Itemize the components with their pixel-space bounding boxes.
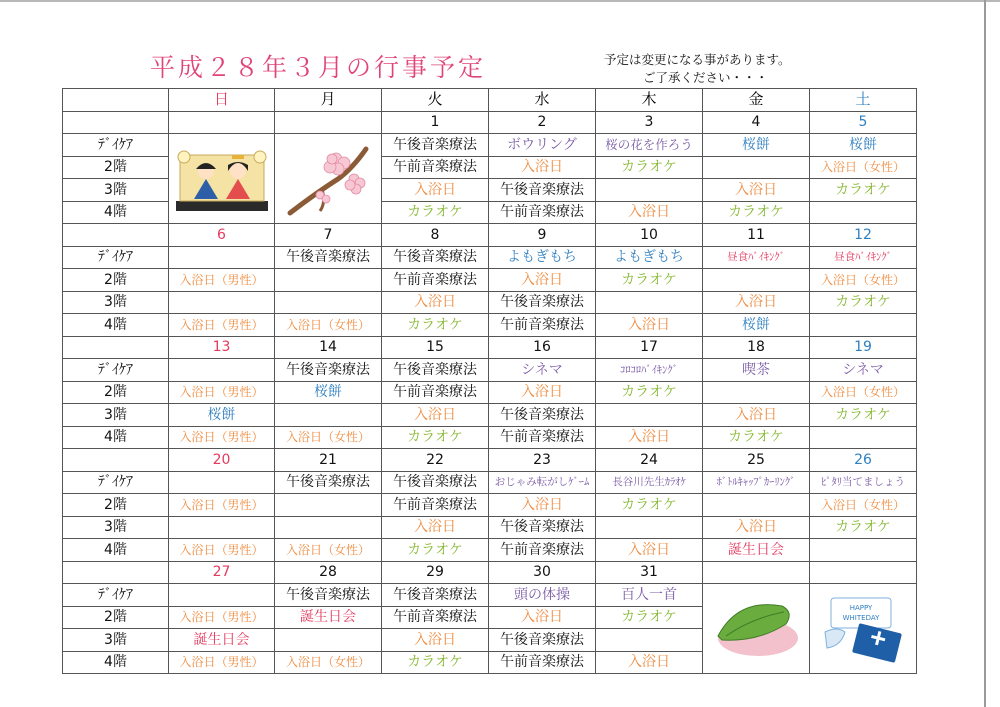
event-cell: 午前音楽療法 [489,314,596,337]
date-row [63,561,917,584]
event-cell: 入浴日（男性） [169,651,275,674]
date-cell: 29 [382,561,489,584]
event-cell: 桜餅 [169,404,275,427]
date-cell: 24 [596,449,703,472]
illustration [703,585,809,673]
event-row [63,471,917,494]
event-cell: 桜餅 [703,134,810,157]
weekday-thu: 木 [596,89,703,112]
floor-label: 2階 [63,381,169,404]
event-cell: 入浴日（女性） [275,651,382,674]
weekday-sat: 土 [810,89,917,112]
weekday-header-row [63,89,917,112]
event-row [63,494,917,517]
event-cell: 桜の花を作ろう [596,134,703,157]
event-cell: 昼食ﾊﾞｲｷﾝｸﾞ [810,246,917,269]
date-row-corner-cell [63,224,169,247]
event-row [63,291,917,314]
event-cell: 午後音楽療法 [489,179,596,202]
floor-label: ﾃﾞｲｹｱ [63,359,169,382]
event-cell: 入浴日（女性） [810,269,917,292]
event-cell: カラオケ [596,381,703,404]
event-cell: 喫茶 [703,359,810,382]
date-row-corner-cell [63,111,169,134]
event-cell: 入浴日 [703,516,810,539]
event-cell: 入浴日 [382,404,489,427]
event-cell: 長谷川先生ｶﾗｵｹ [596,471,703,494]
event-cell: 桜餅 [810,134,917,157]
date-cell: 19 [810,336,917,359]
event-cell: 午後音楽療法 [275,584,382,607]
floor-label: 3階 [63,291,169,314]
event-row [63,584,917,607]
date-cell: 23 [489,449,596,472]
floor-label: 3階 [63,404,169,427]
event-row [63,134,917,157]
event-cell: 入浴日 [489,381,596,404]
date-cell: 16 [489,336,596,359]
event-cell: 入浴日 [489,606,596,629]
event-cell: 午後音楽療法 [382,471,489,494]
floor-label: 3階 [63,516,169,539]
weekday-mon: 月 [275,89,382,112]
floor-label: 2階 [63,269,169,292]
date-cell: 17 [596,336,703,359]
event-cell [169,471,275,494]
event-cell: カラオケ [810,179,917,202]
floor-label: 4階 [63,651,169,674]
event-cell: 午後音楽療法 [489,404,596,427]
header-corner-cell [63,89,169,112]
event-cell [275,516,382,539]
date-cell [275,111,382,134]
event-cell: 午後音楽療法 [275,246,382,269]
floor-label: ﾃﾞｲｹｱ [63,584,169,607]
date-cell: 26 [810,449,917,472]
date-cell: 12 [810,224,917,247]
event-cell: シネマ [489,359,596,382]
floor-label: 4階 [63,314,169,337]
event-cell: 入浴日 [382,516,489,539]
event-cell: カラオケ [596,494,703,517]
event-cell: 午後音楽療法 [489,629,596,652]
event-cell: 入浴日 [489,494,596,517]
event-cell: 午前音楽療法 [489,426,596,449]
event-row [63,539,917,562]
event-cell [703,381,810,404]
event-cell [275,269,382,292]
event-row [63,381,917,404]
scan-edge-right [984,0,986,707]
event-cell [703,494,810,517]
event-cell [169,516,275,539]
page-title: 平成２８年３月の行事予定 [150,53,487,82]
event-cell: 頭の体操 [489,584,596,607]
event-cell [596,404,703,427]
event-cell: カラオケ [382,426,489,449]
date-cell [703,561,810,584]
weekday-fri: 金 [703,89,810,112]
date-row [63,336,917,359]
event-cell: ﾎﾞﾄﾙｷｬｯﾌﾟｶｰﾘﾝｸﾞ [703,471,810,494]
date-cell: 5 [810,111,917,134]
event-cell: シネマ [810,359,917,382]
event-row [63,359,917,382]
event-cell: 入浴日（男性） [169,494,275,517]
floor-label: 3階 [63,629,169,652]
event-cell: 午後音楽療法 [489,516,596,539]
event-cell: 桜餅 [275,381,382,404]
event-cell: 入浴日 [596,651,703,674]
date-cell: 7 [275,224,382,247]
date-cell: 9 [489,224,596,247]
event-cell: カラオケ [703,201,810,224]
event-cell [169,359,275,382]
event-cell: 入浴日 [703,291,810,314]
event-cell: おじゃみ転がしｹﾞｰﾑ [489,471,596,494]
event-cell: カラオケ [703,426,810,449]
event-cell: よもぎもち [596,246,703,269]
event-row [63,426,917,449]
weekday-sun: 日 [169,89,275,112]
date-cell: 21 [275,449,382,472]
event-cell: 入浴日（男性） [169,539,275,562]
event-cell: 午前音楽療法 [489,201,596,224]
event-cell: 入浴日 [489,269,596,292]
illustration [275,135,381,223]
date-row-corner-cell [63,561,169,584]
scan-edge-top [0,0,1000,2]
floor-label: ﾃﾞｲｹｱ [63,134,169,157]
date-cell: 6 [169,224,275,247]
event-cell: 入浴日 [489,156,596,179]
event-cell [810,201,917,224]
event-cell [169,246,275,269]
floor-label: 2階 [63,494,169,517]
event-row [63,269,917,292]
floor-label: 4階 [63,201,169,224]
event-cell: カラオケ [596,156,703,179]
date-cell: 3 [596,111,703,134]
event-cell [703,269,810,292]
event-cell [169,584,275,607]
event-cell: ﾋﾟﾀﾘ当てましょう [810,471,917,494]
event-cell: 午後音楽療法 [275,359,382,382]
floor-label: 4階 [63,426,169,449]
event-cell: カラオケ [596,606,703,629]
card-text-1: HAPPY [849,603,873,612]
floor-label: ﾃﾞｲｹｱ [63,471,169,494]
date-row-corner-cell [63,336,169,359]
date-cell: 10 [596,224,703,247]
event-cell: 入浴日 [596,314,703,337]
date-cell [169,111,275,134]
illustration-cell [810,584,917,674]
date-row [63,449,917,472]
event-cell: カラオケ [382,201,489,224]
event-cell: 入浴日（女性） [810,494,917,517]
event-cell: 百人一首 [596,584,703,607]
date-cell: 28 [275,561,382,584]
event-row [63,314,917,337]
date-cell: 22 [382,449,489,472]
event-cell: ｺﾛｺﾛﾊﾞｲｷﾝｸﾞ [596,359,703,382]
event-cell: 入浴日 [596,426,703,449]
date-cell: 30 [489,561,596,584]
date-row [63,111,917,134]
date-cell: 25 [703,449,810,472]
event-cell [275,404,382,427]
event-cell [275,494,382,517]
floor-label: 2階 [63,606,169,629]
event-cell: カラオケ [382,539,489,562]
event-calendar-table [62,88,917,674]
notice-line-2: ご了承ください・・・ [643,70,769,85]
event-row [63,516,917,539]
event-cell: 誕生日会 [275,606,382,629]
date-cell: 1 [382,111,489,134]
event-cell: 桜餅 [703,314,810,337]
event-cell: カラオケ [596,269,703,292]
weekday-wed: 水 [489,89,596,112]
event-cell: 昼食ﾊﾞｲｷﾝｸﾞ [703,246,810,269]
event-cell [596,516,703,539]
event-cell: 入浴日 [382,291,489,314]
event-cell [596,629,703,652]
event-cell: 入浴日（男性） [169,269,275,292]
event-cell: 入浴日（女性） [275,426,382,449]
event-cell: 午前音楽療法 [382,494,489,517]
event-cell [596,179,703,202]
illustration-cell [169,134,275,224]
event-cell: 午後音楽療法 [275,471,382,494]
event-cell [596,291,703,314]
event-cell: 入浴日 [382,629,489,652]
event-cell: 午前音楽療法 [382,606,489,629]
event-cell: 入浴日（男性） [169,426,275,449]
floor-label: 3階 [63,179,169,202]
event-cell: カラオケ [810,404,917,427]
event-cell: カラオケ [810,291,917,314]
event-cell: カラオケ [382,651,489,674]
illustration-cell [703,584,810,674]
event-cell: 午後音楽療法 [382,584,489,607]
floor-label: 4階 [63,539,169,562]
event-cell: 入浴日（女性） [275,539,382,562]
weekday-tue: 火 [382,89,489,112]
date-cell: 4 [703,111,810,134]
event-cell: 入浴日（女性） [275,314,382,337]
event-cell: 誕生日会 [169,629,275,652]
illustration [810,585,916,673]
event-cell: カラオケ [810,516,917,539]
event-cell: 入浴日 [596,539,703,562]
illustration-cell [275,134,382,224]
date-cell: 13 [169,336,275,359]
event-cell: 入浴日（女性） [810,156,917,179]
event-cell: 午後音楽療法 [489,291,596,314]
date-cell: 18 [703,336,810,359]
floor-label: ﾃﾞｲｹｱ [63,246,169,269]
event-cell [275,629,382,652]
date-row-corner-cell [63,449,169,472]
event-cell: 入浴日 [382,179,489,202]
event-cell [810,426,917,449]
event-cell [703,156,810,179]
event-cell: 誕生日会 [703,539,810,562]
event-cell: ボウリング [489,134,596,157]
event-cell: カラオケ [382,314,489,337]
date-row [63,224,917,247]
card-text-2: WHITEDAY [842,613,880,622]
date-cell [810,561,917,584]
date-cell: 31 [596,561,703,584]
date-cell: 8 [382,224,489,247]
date-cell: 14 [275,336,382,359]
event-cell: 入浴日（男性） [169,314,275,337]
event-cell: 午後音楽療法 [382,246,489,269]
event-cell [275,291,382,314]
event-cell [169,291,275,314]
event-cell [810,314,917,337]
event-cell: 午前音楽療法 [489,539,596,562]
event-cell: 午前音楽療法 [382,156,489,179]
notice-line-1: 予定は変更になる事があります。 [604,52,791,67]
date-cell: 20 [169,449,275,472]
event-row [63,404,917,427]
date-cell: 27 [169,561,275,584]
event-cell: 入浴日（男性） [169,606,275,629]
date-cell: 15 [382,336,489,359]
event-cell: 午後音楽療法 [382,134,489,157]
event-cell: 入浴日（女性） [810,381,917,404]
event-cell: よもぎもち [489,246,596,269]
event-cell: 入浴日（男性） [169,381,275,404]
event-cell: 午前音楽療法 [382,381,489,404]
illustration [169,135,274,223]
event-cell: 午前音楽療法 [382,269,489,292]
event-cell [810,539,917,562]
event-cell: 入浴日 [703,404,810,427]
event-cell: 午前音楽療法 [489,651,596,674]
event-row [63,246,917,269]
date-cell: 2 [489,111,596,134]
floor-label: 2階 [63,156,169,179]
event-cell: 入浴日 [703,179,810,202]
event-cell: 入浴日 [596,201,703,224]
event-cell: 午後音楽療法 [382,359,489,382]
date-cell: 11 [703,224,810,247]
